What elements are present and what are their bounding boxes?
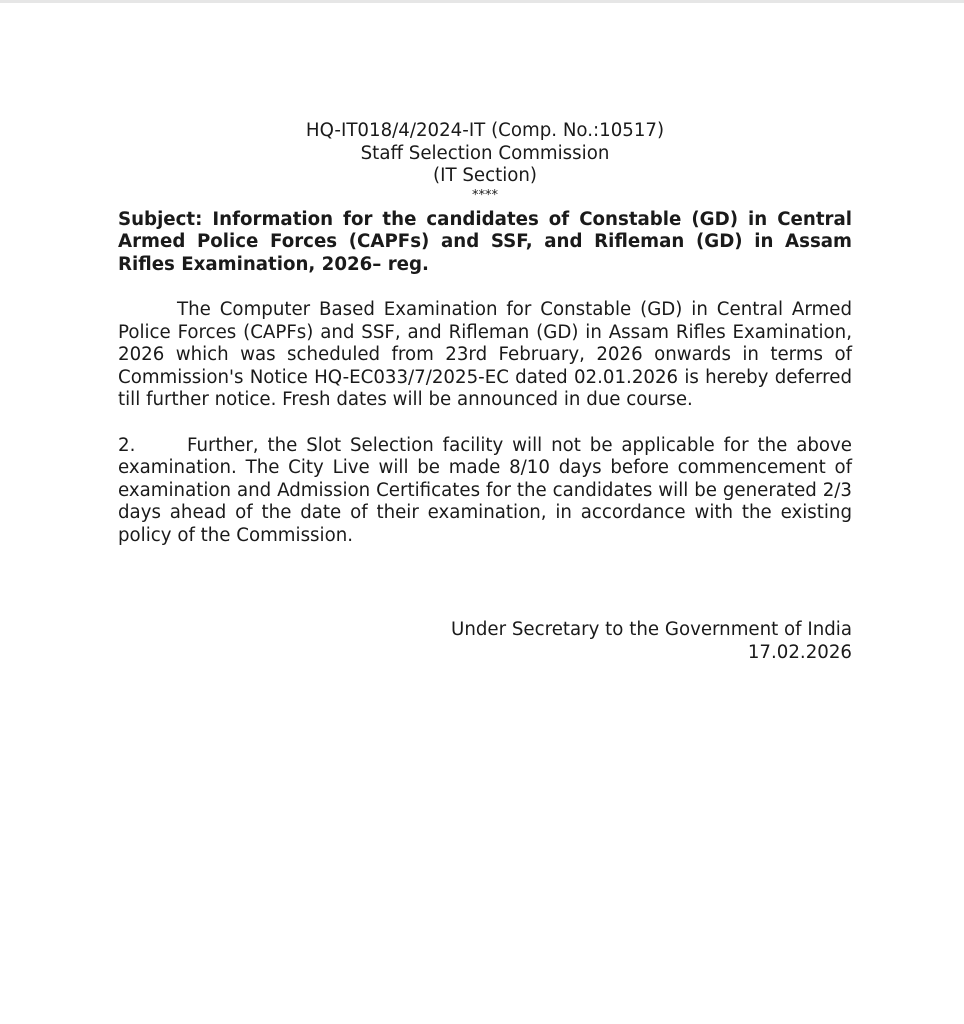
signatory-designation: Under Secretary to the Government of India bbox=[451, 619, 852, 640]
top-border bbox=[0, 0, 964, 3]
reference-number: HQ-IT018/4/2024-IT (Comp. No.:10517) bbox=[305, 120, 665, 141]
notice-header bbox=[118, 120, 852, 203]
signature-block bbox=[118, 619, 852, 664]
notice-document bbox=[118, 120, 852, 664]
stars-separator: **** bbox=[472, 187, 498, 203]
section-name: (IT Section) bbox=[432, 165, 538, 186]
paragraph-2-number: 2. bbox=[118, 434, 136, 456]
paragraph-2 bbox=[118, 435, 852, 548]
paragraph-2-text: Further, the Slot Selection facility will not be applicable for the above examination. The City Live will be made 8/10 days before commencement of examination and Admission Certificates for the candidates will be generated 2/3 days ahead of the date of their examination, in accordance with the existing policy of the Commission. bbox=[118, 434, 852, 546]
subject-line: Subject: Information for the candidates of Constable (GD) in Central Armed Police Forces (CAPFs) and SSF, and Rifleman (GD) in Assam Rifles Examination, 2026– reg. bbox=[118, 208, 852, 275]
notice-date: 17.02.2026 bbox=[747, 641, 852, 663]
paragraph-1: The Computer Based Examination for Constable (GD) in Central Armed Police Forces (CAPFs) and SSF, and Rifleman (GD) in Assam Rifles Examination, 2026 which was scheduled from 23rd February, 2026 onwards in terms of Commission's Notice HQ-EC033/7/2025-EC dated 02.01.2026 is hereby deferred till further notice. Fresh dates will be announced in due course. bbox=[118, 299, 852, 410]
organization-name: Staff Selection Commission bbox=[360, 142, 610, 164]
